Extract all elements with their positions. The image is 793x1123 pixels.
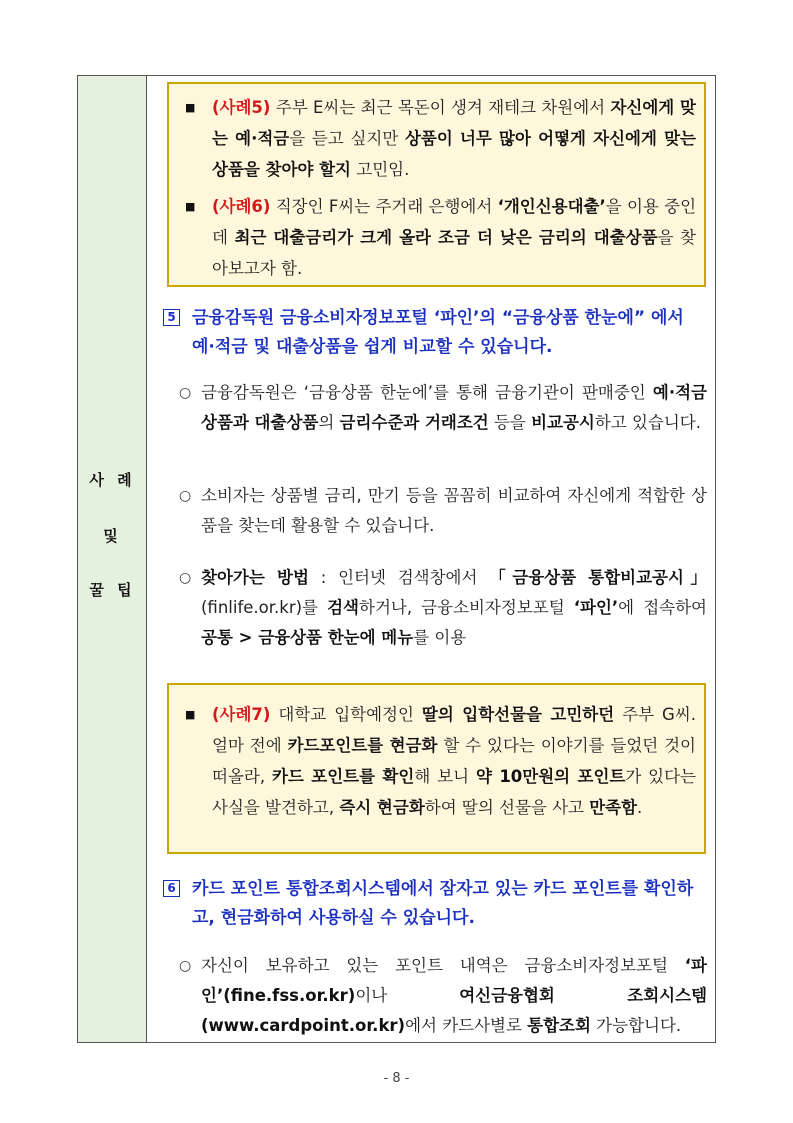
para-text: 의	[318, 413, 340, 432]
case-box-7	[167, 683, 706, 854]
case-label: (사례6)	[212, 197, 271, 216]
para-emphasis: 통합조회	[527, 1016, 591, 1035]
case-text: 대학교 입학예정인	[270, 705, 422, 724]
para-emphasis: 검색	[327, 598, 359, 617]
sidebar-label-case: 사 례	[89, 471, 136, 489]
case-text: 을 듣고 싶지만	[289, 129, 405, 148]
para-emphasis: 예·적금 상품과 대출상품	[201, 383, 707, 432]
square-bullet-icon: ■	[185, 708, 196, 721]
sidebar-label-and: 및	[103, 527, 122, 545]
page-number: - 8 -	[383, 1071, 410, 1086]
case-5	[185, 92, 696, 185]
case-emphasis: 자신에게 맞는 예·적금	[212, 98, 696, 148]
section-title: 카드 포인트 통합조회시스템에서 잠자고 있는 카드 포인트를 확인하고, 현금화하여 사용하실 수 있습니다.	[192, 879, 694, 928]
para-emphasis: 여신금융협회 조회시스템 (www.cardpoint.or.kr)	[201, 986, 708, 1035]
circle-bullet-icon: ○	[179, 488, 192, 504]
case-text: 을 찾아보고자 함.	[212, 228, 696, 278]
case-box-5-6	[167, 82, 706, 287]
para-emphasis: ‘파인’	[573, 598, 619, 617]
case-label: (사례7)	[212, 705, 271, 724]
para-emphasis: 금리수준과 거래조건	[339, 413, 489, 432]
case-emphasis: 최근 대출금리가 크게 올라 조금 더 낮은 금리의 대출상품	[234, 228, 658, 247]
case-text: 주부 E씨는 최근 목돈이 생겨 재테크 차원에서	[270, 98, 611, 117]
section-heading-6	[163, 875, 703, 933]
para-text: : 인터넷 검색창에서	[308, 568, 490, 587]
case-text: 직장인 F씨는 주거래 은행에서	[270, 197, 498, 216]
para-text: 소비자는 상품별 금리, 만기 등을 꼼꼼히 비교하여 자신에게 적합한 상품을 찾는데 활용할 수 있습니다.	[201, 486, 707, 535]
circle-bullet-icon: ○	[179, 385, 192, 401]
section5-paragraph-2	[179, 481, 707, 541]
number-box-icon: 6	[163, 880, 180, 897]
case-emphasis: 즉시 현금화	[339, 798, 425, 817]
case-6	[185, 191, 696, 284]
para-text: 이나	[355, 986, 460, 1005]
case-emphasis: 카드포인트를 현금화	[287, 736, 438, 755]
case-emphasis: 만족함	[589, 798, 638, 817]
para-text: 에 접속하여	[618, 598, 707, 617]
para-text: 하고 있습니다.	[594, 413, 701, 432]
case-emphasis: 상품이 너무 많아 어떻게 자신에게 맞는 상품을 찾아야 할지	[212, 129, 696, 179]
case-text: 해 보니	[414, 767, 476, 786]
circle-bullet-icon: ○	[179, 958, 192, 974]
para-text: 하거나, 금융소비자정보포털	[359, 598, 574, 617]
para-emphasis: ‘파인’(fine.fss.or.kr)	[201, 956, 707, 1005]
sidebar	[78, 76, 147, 1042]
sidebar-label-tips: 꿀 팁	[89, 581, 136, 599]
para-text: 가능합니다.	[590, 1016, 682, 1035]
section5-paragraph-1	[179, 378, 707, 438]
circle-bullet-icon: ○	[179, 570, 192, 586]
case-emphasis: 딸의 입학선물을 고민하던	[421, 705, 615, 724]
case-emphasis: 약 10만원의 포인트	[475, 767, 626, 786]
section6-paragraph-1	[179, 951, 707, 1041]
section5-paragraph-3	[179, 563, 707, 653]
content-frame	[77, 75, 716, 1043]
para-text: (finlife.or.kr)를	[201, 598, 328, 617]
number-box-icon: 5	[163, 309, 180, 326]
case-text: .	[637, 798, 643, 817]
square-bullet-icon: ■	[185, 200, 196, 213]
para-text: 자신이 보유하고 있는 포인트 내역은 금융소비자정보포털	[201, 956, 685, 975]
para-emphasis: 찾아가는 방법	[201, 568, 309, 587]
case-text: 하여 딸의 선물을 사고	[424, 798, 590, 817]
case-text: 가 있다는 사실을 발견하고,	[212, 767, 696, 817]
para-text: 에서 카드사별로	[405, 1016, 528, 1035]
square-bullet-icon: ■	[185, 101, 196, 114]
para-emphasis: 비교공시	[531, 413, 595, 432]
case-emphasis: ‘개인신용대출’	[497, 197, 606, 216]
para-emphasis: 공통 > 금융상품 한눈에 메뉴	[201, 628, 414, 647]
case-text: 고민임.	[351, 160, 410, 179]
case-text: 을 이용 중인데	[212, 197, 697, 247]
section-heading-5	[163, 304, 703, 362]
case-emphasis: 카드 포인트를 확인	[271, 767, 415, 786]
case-label: (사례5)	[212, 98, 271, 117]
case-text: 주부 G씨. 얼마 전에	[212, 705, 697, 755]
section-title: 금융감독원 금융소비자정보포털 ‘파인’의 “금융상품 한눈에” 에서 예·적금 및 대출상품을 쉽게 비교할 수 있습니다.	[192, 308, 684, 357]
case-text: 할 수 있다는 이야기를 들었던 것이 떠올라,	[212, 736, 696, 786]
para-text: 를 이용	[413, 628, 467, 647]
case-7	[185, 699, 696, 823]
para-text: 등을	[488, 413, 532, 432]
para-text: 금융감독원은 ‘금융상품 한눈에’를 통해 금융기관이 판매중인	[201, 383, 653, 402]
main-content	[147, 76, 715, 1042]
para-emphasis: 「금융상품 통합비교공시」	[489, 568, 707, 587]
